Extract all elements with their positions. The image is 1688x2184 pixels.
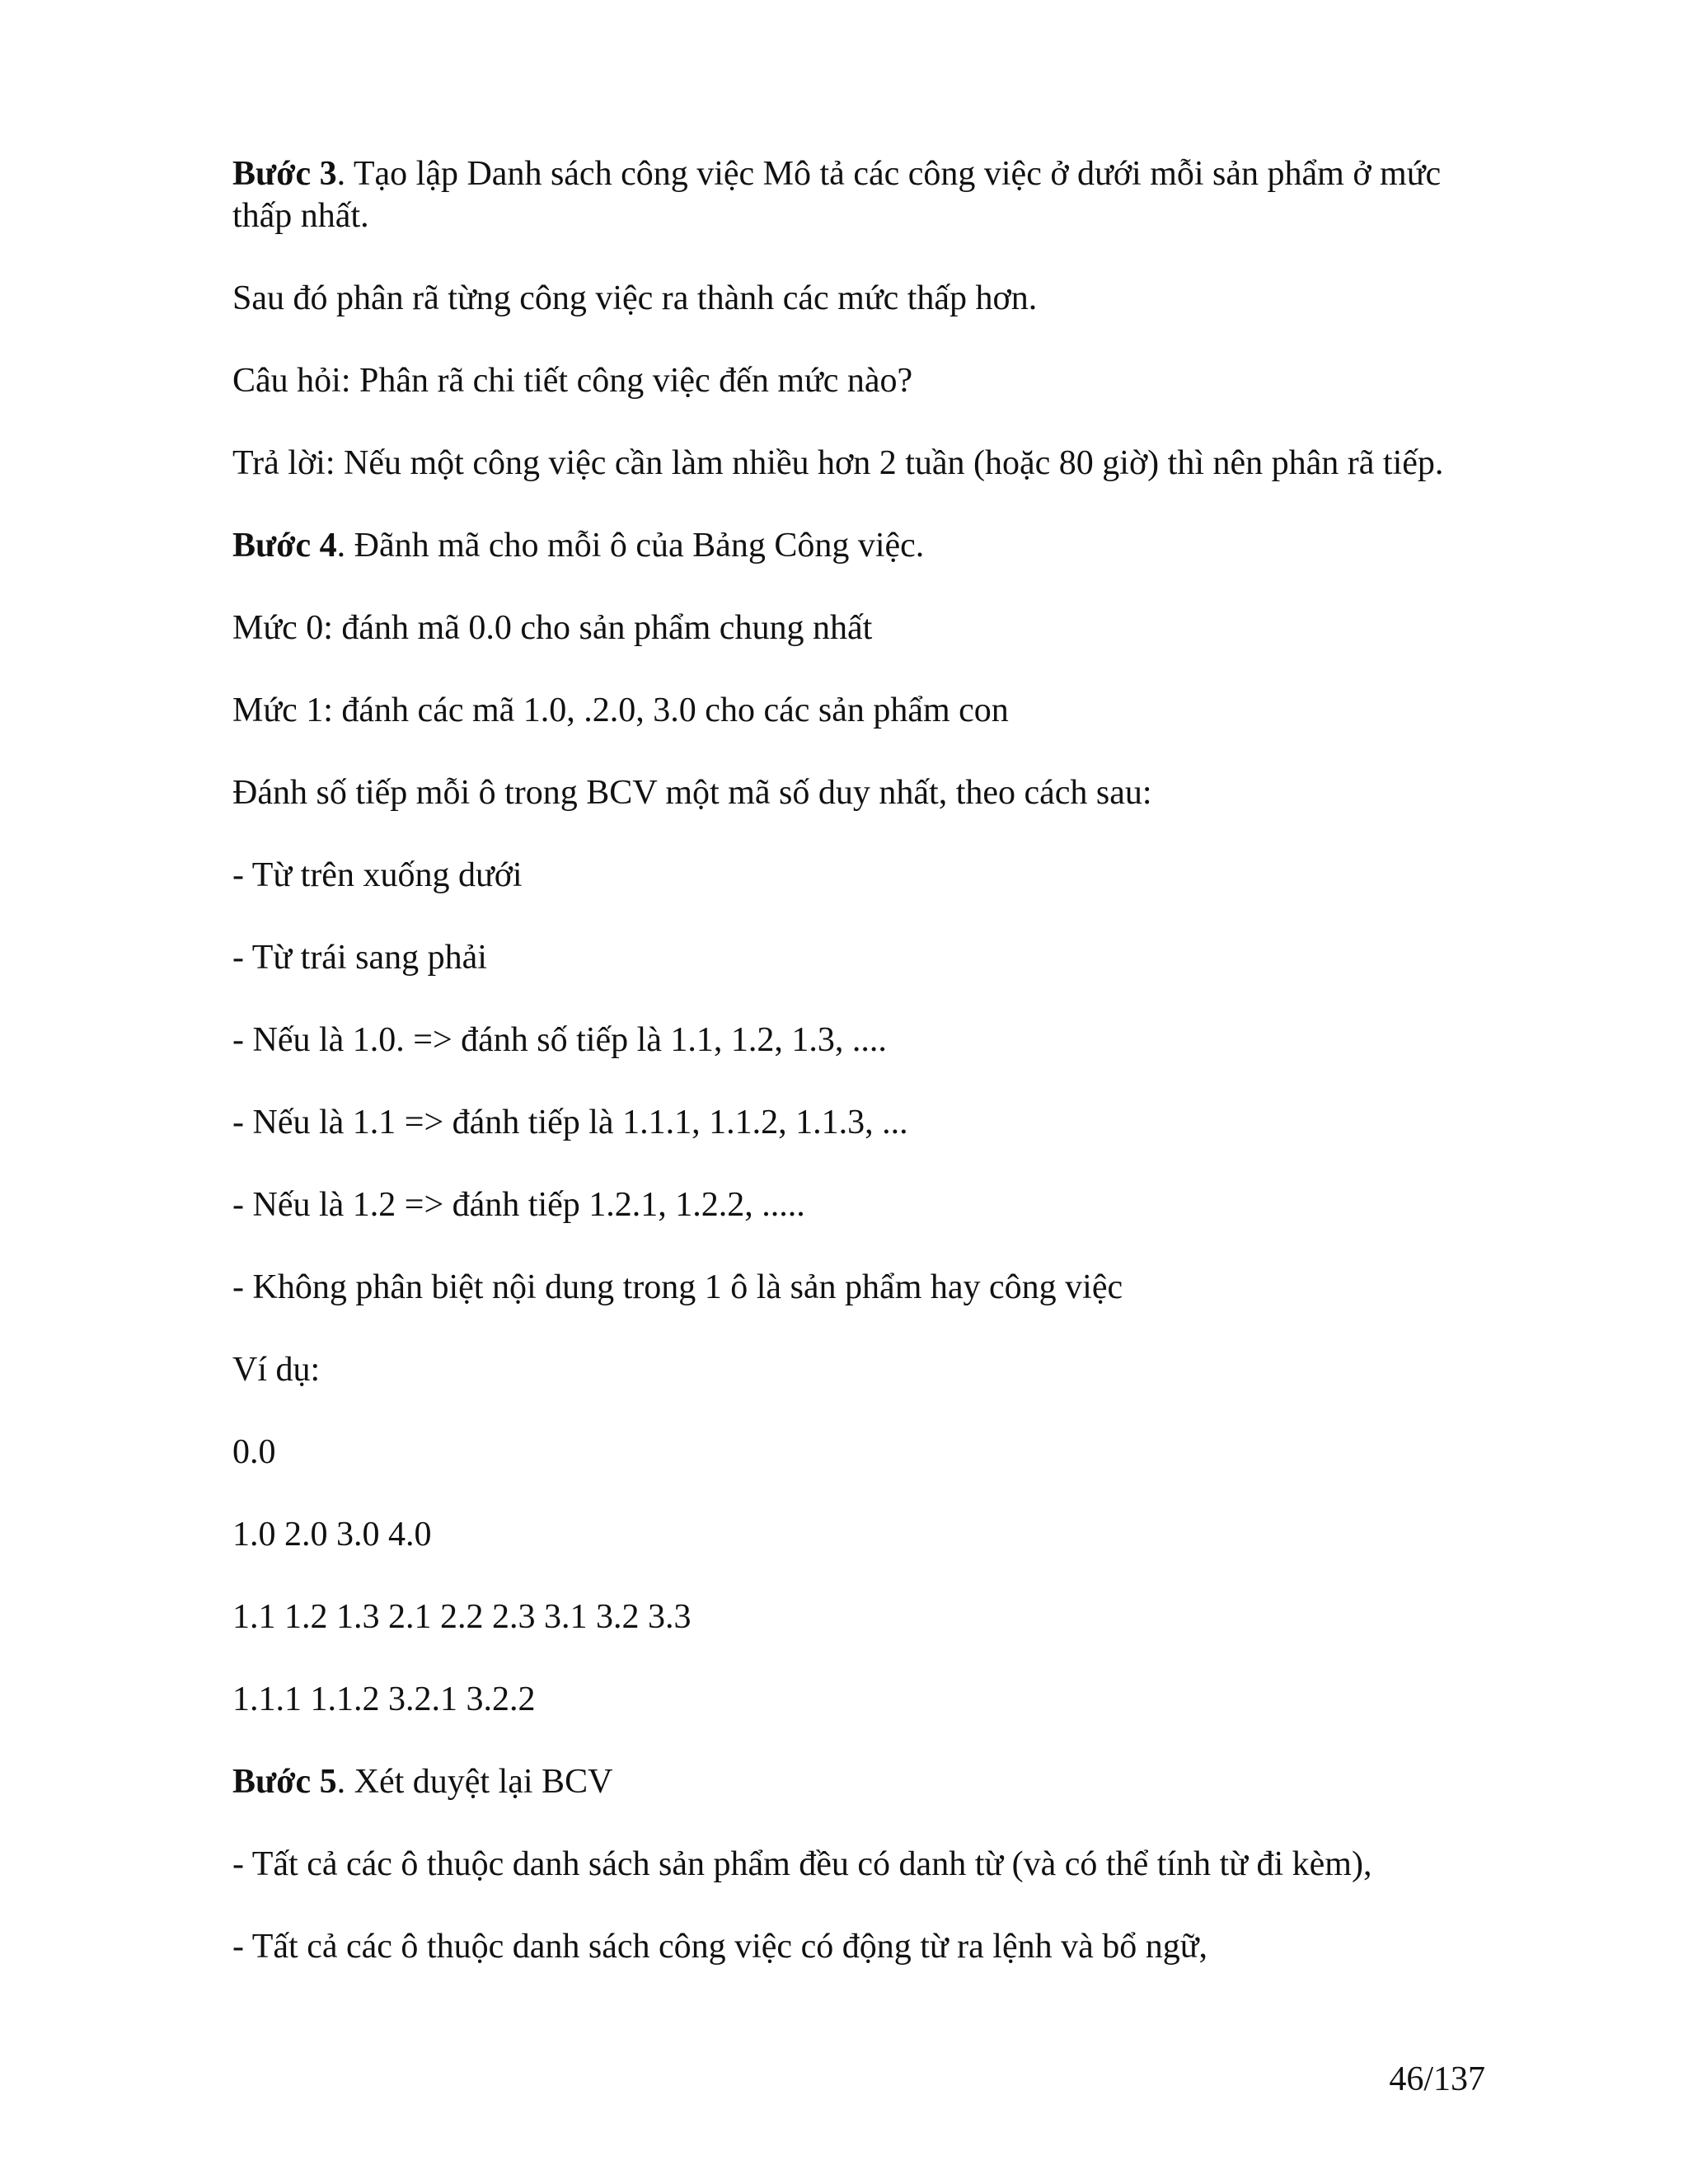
paragraph-text: Sau đó phân rã từng công việc ra thành các mức thấp hơn. xyxy=(232,279,1038,317)
example-line xyxy=(232,1432,1485,1474)
list-item xyxy=(232,1102,1485,1144)
paragraph-step-3 xyxy=(232,153,1485,237)
paragraph-text: - Nếu là 1.0. => đánh số tiếp là 1.1, 1.2, 1.3, .... xyxy=(232,1021,887,1059)
example-line xyxy=(232,1596,1485,1638)
list-item xyxy=(232,937,1485,979)
paragraph xyxy=(232,772,1485,814)
paragraph-text: Ví dụ: xyxy=(232,1351,321,1389)
example-line xyxy=(232,1679,1485,1721)
list-item xyxy=(232,1019,1485,1062)
paragraph-text: Câu hỏi: Phân rã chi tiết công việc đến mức nào? xyxy=(232,362,913,400)
paragraph-text: - Từ trái sang phải xyxy=(232,939,487,977)
paragraph-text: Mức 1: đánh các mã 1.0, .2.0, 3.0 cho các sản phẩm con xyxy=(232,691,1009,729)
list-item xyxy=(232,1267,1485,1309)
paragraph-question xyxy=(232,360,1485,402)
paragraph-text: 0.0 xyxy=(232,1433,276,1471)
paragraph-text: - Nếu là 1.1 => đánh tiếp là 1.1.1, 1.1.2, 1.1.3, ... xyxy=(232,1104,908,1141)
document-body xyxy=(232,153,1485,2008)
paragraph xyxy=(232,607,1485,649)
list-item xyxy=(232,1844,1485,1886)
paragraph-answer xyxy=(232,443,1485,485)
paragraph-text: - Không phân biệt nội dung trong 1 ô là sản phẩm hay công việc xyxy=(232,1268,1123,1306)
list-item xyxy=(232,1184,1485,1226)
list-item xyxy=(232,1926,1485,1968)
paragraph xyxy=(232,278,1485,320)
paragraph-text: Mức 0: đánh mã 0.0 cho sản phẩm chung nhất xyxy=(232,609,873,647)
step-heading: Bước 5 xyxy=(232,1763,337,1801)
paragraph-text: . Đãnh mã cho mỗi ô của Bảng Công việc. xyxy=(336,527,925,565)
paragraph-text: . Tạo lập Danh sách công việc Mô tả các công việc ở dưới mỗi sản phẩm ở mức thấp nhất. xyxy=(232,155,1442,235)
paragraph-text: - Tất cả các ô thuộc danh sách công việc có động từ ra lệnh và bổ ngữ, xyxy=(232,1928,1207,1966)
step-heading: Bước 3 xyxy=(232,155,337,193)
paragraph-text: - Tất cả các ô thuộc danh sách sản phẩm đều có danh từ (và có thể tính từ đi kèm), xyxy=(232,1845,1372,1883)
paragraph-text: Đánh số tiếp mỗi ô trong BCV một mã số duy nhất, theo cách sau: xyxy=(232,774,1152,812)
paragraph-text: 1.0 2.0 3.0 4.0 xyxy=(232,1516,432,1554)
paragraph-text: 1.1 1.2 1.3 2.1 2.2 2.3 3.1 3.2 3.3 xyxy=(232,1598,692,1636)
step-heading: Bước 4 xyxy=(232,527,337,565)
example-line xyxy=(232,1514,1485,1556)
page-number: 46/137 xyxy=(1389,2060,1485,2098)
paragraph-step-5 xyxy=(232,1761,1485,1803)
paragraph xyxy=(232,690,1485,732)
paragraph-text: - Nếu là 1.2 => đánh tiếp 1.2.1, 1.2.2, ..... xyxy=(232,1186,805,1224)
paragraph-step-4 xyxy=(232,525,1485,567)
paragraph-text: 1.1.1 1.1.2 3.2.1 3.2.2 xyxy=(232,1680,536,1718)
paragraph-text: Trả lời: Nếu một công việc cần làm nhiều hơn 2 tuần (hoặc 80 giờ) thì nên phân rã tiếp. xyxy=(232,444,1444,482)
paragraph xyxy=(232,1349,1485,1391)
paragraph-text: . Xét duyệt lại BCV xyxy=(336,1763,613,1801)
list-item xyxy=(232,855,1485,897)
paragraph-text: - Từ trên xuống dưới xyxy=(232,856,523,894)
